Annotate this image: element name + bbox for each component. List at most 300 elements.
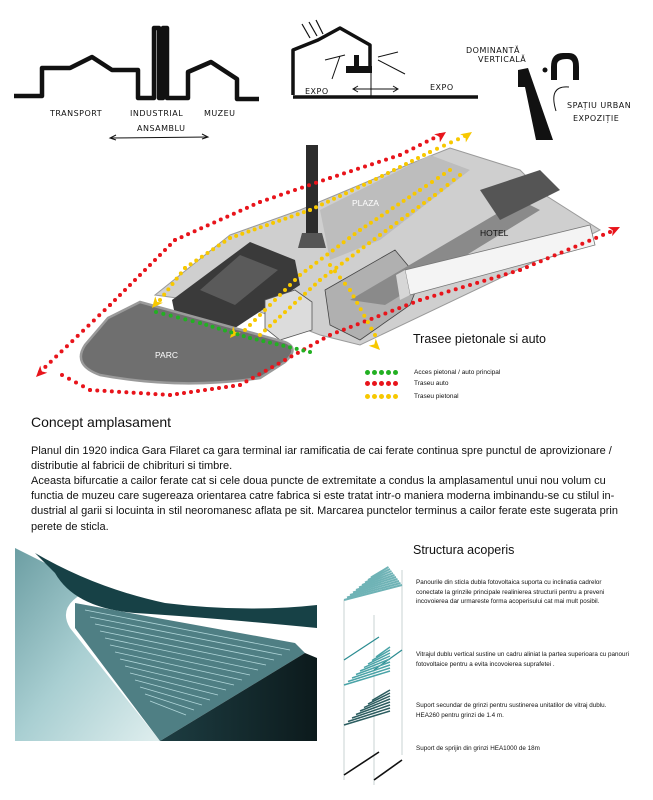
legend-dot [379, 370, 384, 375]
structura-item-4: Suport de sprijin din grinzi HEA1000 de 18m [416, 745, 540, 752]
pedestrian-route-dot [391, 206, 395, 210]
pedestrian-route-dot [298, 296, 302, 300]
pedestrian-route-dot [380, 213, 384, 217]
pedestrian-route-dot [428, 150, 432, 154]
structure-diagram [330, 555, 410, 790]
pedestrian-route-dot [283, 217, 287, 221]
auto-route-arrow-icon [608, 222, 622, 236]
auto-route-dot [257, 372, 261, 376]
pedestrian-route-dot [288, 306, 292, 310]
pedestrian-route-dot [293, 278, 297, 282]
pedestrian-route-dot [263, 328, 267, 332]
sketch-label-ansamblu: ANSAMBLU [137, 124, 186, 133]
auto-route-dot [283, 358, 287, 362]
access-route-dot [275, 342, 279, 346]
pedestrian-route-dot [442, 144, 446, 148]
pedestrian-route-dot [363, 224, 367, 228]
pedestrian-route-dot [352, 294, 356, 298]
pedestrian-route-dot [446, 183, 450, 187]
sketch-label-industrial: INDUSTRIAL [130, 109, 184, 118]
auto-route-dot [219, 218, 223, 222]
pedestrian-route-dot [402, 199, 406, 203]
site-plan [0, 130, 653, 400]
structure-line [372, 690, 390, 701]
auto-route-dot [49, 360, 53, 364]
pedestrian-route-dot [410, 159, 414, 163]
pedestrian-route-dot [303, 269, 307, 273]
pedestrian-route-dot [436, 176, 440, 180]
auto-route-dot [370, 162, 374, 166]
routes-title: Trasee pietonale si auto [413, 332, 546, 346]
auto-route-dot [153, 392, 157, 396]
auto-route-arrow-icon [434, 128, 449, 143]
pedestrian-route-dot [430, 180, 434, 184]
pedestrian-route-dot [258, 333, 262, 337]
auto-route-dot [425, 296, 429, 300]
auto-route-dot [432, 294, 436, 298]
pedestrian-route-dot [298, 273, 302, 277]
pedestrian-route-dot [369, 327, 373, 331]
access-route-dot [288, 345, 292, 349]
pedestrian-route-dot [283, 288, 287, 292]
pedestrian-route-dot [296, 212, 300, 216]
pedestrian-route-dot [345, 258, 349, 262]
auto-route-dot [390, 309, 394, 313]
legend-swatch-green [365, 370, 398, 375]
pedestrian-route-dot [253, 227, 257, 231]
auto-route-dot [587, 239, 591, 243]
access-route-dot [229, 330, 233, 334]
legend-swatch-yellow [365, 394, 398, 399]
auto-route-dot [272, 195, 276, 199]
auto-route-dot [146, 392, 150, 396]
legend-dot [365, 394, 370, 399]
pedestrian-route-dot [320, 202, 324, 206]
legend-dot [386, 381, 391, 386]
auto-route-dot [163, 248, 167, 252]
pedestrian-route-dot [362, 183, 366, 187]
pedestrian-route-dot [418, 188, 422, 192]
pedestrian-route-dot [166, 287, 170, 291]
pedestrian-route-dot [318, 278, 322, 282]
pedestrian-route-dot [268, 324, 272, 328]
pedestrian-route-dot [183, 266, 187, 270]
pedestrian-route-dot [353, 232, 357, 236]
pedestrian-route-dot [385, 210, 389, 214]
auto-route-dot [203, 388, 207, 392]
auto-route-dot [251, 203, 255, 207]
auto-route-dot [168, 243, 172, 247]
pedestrian-route-dot [347, 236, 351, 240]
legend-dot [386, 394, 391, 399]
auto-route-dot [148, 263, 152, 267]
structura-item-2: Vitrajul dublu vertical sustine un cadru aliniat la partea superioara cu panouri fotovoltaice pentru a evita incovoierea suprafetei . [416, 651, 630, 668]
auto-route-dot [113, 298, 117, 302]
pedestrian-route-dot [268, 303, 272, 307]
auto-route-dot [546, 256, 550, 260]
auto-route-dot [182, 391, 186, 395]
auto-route-dot [418, 298, 422, 302]
view-line-left-2 [332, 56, 340, 79]
auto-route-dot [199, 226, 203, 230]
auto-route-dot [65, 344, 69, 348]
auto-route-dot [238, 209, 242, 213]
legend-dot [372, 394, 377, 399]
auto-route-dot [566, 248, 570, 252]
access-route-dot [295, 347, 299, 351]
pedestrian-route-dot [248, 323, 252, 327]
pedestrian-route-dot [340, 262, 344, 266]
auto-route-dot [454, 287, 458, 291]
auto-route-dot [60, 373, 64, 377]
auto-route-dot [363, 165, 367, 169]
auto-route-dot [307, 183, 311, 187]
auto-route-dot [349, 325, 353, 329]
auto-route-dot [511, 270, 515, 274]
auto-route-dot [238, 383, 242, 387]
platform-shape [346, 66, 372, 73]
legend-dot [393, 370, 398, 375]
auto-route-dot [210, 387, 214, 391]
expo-right-label: EXPO [430, 83, 454, 92]
auto-route-dot [206, 223, 210, 227]
structure-line [372, 650, 390, 661]
pedestrian-route-dot [273, 319, 277, 323]
pedestrian-route-dot [265, 223, 269, 227]
pedestrian-route-dot [428, 197, 432, 201]
legend-dot [372, 370, 377, 375]
auto-route-dot [108, 303, 112, 307]
dot-marker [543, 68, 548, 73]
residential-building [265, 290, 312, 340]
access-route-dot [211, 325, 215, 329]
access-route-dot [301, 348, 305, 352]
access-route-dot [191, 319, 195, 323]
legend-dot [379, 394, 384, 399]
skyline-outline [14, 28, 259, 99]
pedestrian-route-dot [288, 283, 292, 287]
pedestrian-route-dot [243, 328, 247, 332]
pedestrian-route-dot [355, 301, 359, 305]
pedestrian-route-dot [240, 232, 244, 236]
pedestrian-route-dot [175, 277, 179, 281]
chimney [306, 145, 318, 233]
access-route-dot [169, 314, 173, 318]
auto-route-dot [482, 279, 486, 283]
auto-route-dot [232, 212, 236, 216]
access-route-dot [242, 334, 246, 338]
pedestrian-route-dot [200, 255, 204, 259]
auto-route-dot [384, 158, 388, 162]
auto-route-dot [60, 349, 64, 353]
auto-route-dot [143, 268, 147, 272]
auto-route-dot [314, 181, 318, 185]
legend-dot [372, 381, 377, 386]
auto-route-dot [504, 272, 508, 276]
pedestrian-route-dot [328, 263, 332, 267]
plaza-label: PLAZA [352, 198, 379, 208]
verticala-label: VERTICALĂ [478, 55, 527, 64]
pedestrian-route-dot [253, 318, 257, 322]
pedestrian-route-dot [293, 301, 297, 305]
pedestrian-route-dot [278, 293, 282, 297]
auto-route-dot [447, 289, 451, 293]
auto-route-dot [264, 369, 268, 373]
auto-route-dot [335, 330, 339, 334]
pedestrian-route-dot [358, 228, 362, 232]
pedestrian-route-dot [259, 225, 263, 229]
pedestrian-route-dot [373, 237, 377, 241]
concept-paragraph-2: Aceasta bifurcatie a cailor ferate cat si cele doua puncte de extremitate a condus la amplasamentul unui nou volum cu functia de muzeu care sugereaza orientarea catre fabrica si este tratat intr-o maniera moderna imbinandu-se cu stilul in-dustrial al garii si locuinta in stil neoromanesc aflata pe sit. Marcarea punctelor terminus a cailor ferate este sugerata prin perete de sticla. [31, 475, 618, 533]
view-line-right-2 [378, 60, 405, 74]
legend-dot [393, 381, 398, 386]
auto-route-dot [328, 176, 332, 180]
pedestrian-route-dot [334, 266, 338, 270]
pedestrian-route-dot [416, 156, 420, 160]
pedestrian-route-dot [314, 261, 318, 265]
sketch-label-transport: TRANSPORT [50, 109, 103, 118]
pedestrian-route-dot [336, 244, 340, 248]
pedestrian-route-dot [332, 197, 336, 201]
auto-route-dot [608, 230, 612, 234]
pedestrian-route-dot [342, 240, 346, 244]
expozitie-label: EXPOZIȚIE [573, 114, 620, 123]
auto-route-dot [103, 389, 107, 393]
pedestrian-route-dot [380, 174, 384, 178]
auto-route-dot [161, 393, 165, 397]
pedestrian-route-dot [189, 262, 193, 266]
auto-route-dot [560, 250, 564, 254]
auto-route-dot [539, 259, 543, 263]
auto-route-dot [397, 306, 401, 310]
auto-route-dot [123, 288, 127, 292]
access-route-dot [161, 312, 165, 316]
pedestrian-route-dot [367, 241, 371, 245]
auto-route-dot [383, 311, 387, 315]
pedestrian-route-dot [456, 137, 460, 141]
pedestrian-route-dot [351, 253, 355, 257]
auto-route-dot [356, 322, 360, 326]
concept-title: Concept amplasament [31, 414, 172, 430]
sketch-label-muzeu: MUZEU [204, 109, 236, 118]
auto-route-dot [321, 178, 325, 182]
auto-route-dot [286, 190, 290, 194]
legend-dot [365, 370, 370, 375]
pedestrian-route-dot [338, 194, 342, 198]
legend-row-pietonal [365, 393, 459, 400]
roof-render-image [15, 548, 317, 753]
auto-route-dot [186, 232, 190, 236]
pedestrian-route-dot [413, 192, 417, 196]
auto-route-dot [293, 188, 297, 192]
auto-route-dot [391, 155, 395, 159]
access-route-dot [248, 336, 252, 340]
access-route-dot [261, 339, 265, 343]
pedestrian-route-dot [194, 259, 198, 263]
pedestrian-route-dot [313, 283, 317, 287]
pedestrian-route-dot [273, 298, 277, 302]
structura-item-1: Panourile din sticla dubla fotovoltaica suporta cu inclinatia cadrelor conectate la grinzile principale realinierea structurii pentru a preveni incovoierea dar urmareste forma acoperisului cat mai mult posibil. [416, 579, 605, 605]
pedestrian-route-dot [228, 236, 232, 240]
pedestrian-route-dot [283, 310, 287, 314]
auto-route-dot [258, 200, 262, 204]
access-route-dot [223, 329, 227, 333]
structure-line [374, 760, 402, 780]
pedestrian-route-dot [404, 162, 408, 166]
auto-route-dot [196, 389, 200, 393]
legend-dot [379, 381, 384, 386]
auto-route-dot [110, 389, 114, 393]
pedestrian-route-dot [433, 193, 437, 197]
auto-route-dot [425, 140, 429, 144]
auto-route-dot [377, 160, 381, 164]
auto-route-dot [265, 198, 269, 202]
auto-route-dot [342, 328, 346, 332]
auto-route-dot [461, 285, 465, 289]
auto-route-dot [244, 379, 248, 383]
pedestrian-route-dot [333, 269, 337, 273]
pedestrian-route-dot [422, 201, 426, 205]
auto-route-dot [224, 385, 228, 389]
auto-route-dot [245, 206, 249, 210]
pedestrian-route-dot [217, 244, 221, 248]
auto-route-dot [70, 339, 74, 343]
auto-route-dot [300, 186, 304, 190]
auto-route-dot [43, 365, 47, 369]
chimney-base [298, 233, 326, 248]
pedestrian-route-dot [396, 203, 400, 207]
dominanta-sketch [443, 25, 653, 140]
pedestrian-route-dot [384, 229, 388, 233]
auto-route-dot [193, 229, 197, 233]
auto-route-dot [418, 143, 422, 147]
legend-row-auto [365, 380, 448, 387]
pedestrian-route-dot [211, 247, 215, 251]
auto-route-dot [133, 278, 137, 282]
auto-route-dot [139, 391, 143, 395]
pedestrian-route-dot [422, 153, 426, 157]
pedestrian-route-dot [356, 186, 360, 190]
auto-route-dot [518, 268, 522, 272]
auto-route-dot [475, 281, 479, 285]
auto-route-dot [279, 193, 283, 197]
pedestrian-route-dot [359, 307, 363, 311]
auto-route-dot [553, 253, 557, 257]
auto-route-dot [153, 258, 157, 262]
auto-route-dot [431, 136, 435, 140]
pedestrian-route-dot [303, 292, 307, 296]
legend-row-acces [365, 369, 500, 376]
legend-dot [365, 381, 370, 386]
pedestrian-route-dot [271, 221, 275, 225]
pedestrian-route-dot [452, 178, 456, 182]
hotel-label: HOTEL [480, 228, 509, 238]
auto-route-dot [411, 146, 415, 150]
pedestrian-route-dot [308, 287, 312, 291]
access-route-dot [183, 317, 187, 321]
expo-left-label: EXPO [305, 87, 329, 96]
pedestrian-route-dot [395, 221, 399, 225]
structura-title: Structura acoperis [413, 543, 515, 557]
auto-route-dot [525, 265, 529, 269]
access-route-dot [217, 327, 221, 331]
pedestrian-route-dot [325, 253, 329, 257]
auto-route-dot [594, 236, 598, 240]
auto-route-dot [580, 242, 584, 246]
auto-route-dot [411, 301, 415, 305]
structura-item-3: Suport secundar de grinzi pentru sustinerea unitatilor de vitraj dublu. HEA260 pentru grinzi de 1.4 m. [416, 702, 607, 719]
auto-route-dot [175, 392, 179, 396]
auto-route-dot [601, 233, 605, 237]
arch-shape [551, 53, 579, 80]
auto-route-dot [277, 362, 281, 366]
auto-route-dot [189, 390, 193, 394]
pedestrian-route-dot [368, 180, 372, 184]
pedestrian-route-arrow-icon [460, 128, 475, 143]
pedestrian-route-dot [389, 225, 393, 229]
pedestrian-route-dot [222, 240, 226, 244]
figure-shape [354, 55, 359, 67]
dominanta-label: DOMINANTĂ [466, 46, 521, 55]
pedestrian-route-dot [246, 230, 250, 234]
auto-route-dot [404, 303, 408, 307]
auto-route-dot [335, 174, 339, 178]
pedestrian-route-dot [362, 245, 366, 249]
pedestrian-route-dot [308, 208, 312, 212]
pedestrian-route-dot [309, 265, 313, 269]
auto-route-dot [328, 333, 332, 337]
pedestrian-route-dot [439, 188, 443, 192]
auto-route-dot [158, 253, 162, 257]
access-route-dot [198, 321, 202, 325]
auto-route-dot [88, 388, 92, 392]
pedestrian-route-dot [277, 219, 281, 223]
access-route-dot [255, 338, 259, 342]
auto-route-dot [376, 314, 380, 318]
access-route-dot [308, 350, 312, 354]
pedestrian-route-dot [338, 276, 342, 280]
pedestrian-route-dot [329, 270, 333, 274]
pedestrian-route-dot [435, 147, 439, 151]
pedestrian-route-dot [374, 217, 378, 221]
pedestrian-route-dot [158, 298, 162, 302]
auto-route-dot [468, 283, 472, 287]
pedestrian-route-dot [234, 234, 238, 238]
pedestrian-route-dot [366, 320, 370, 324]
auto-route-dot [128, 283, 132, 287]
auto-route-dot [270, 365, 274, 369]
auto-route-dot [296, 351, 300, 355]
auto-route-dot [74, 381, 78, 385]
auto-route-dot [95, 388, 99, 392]
access-route-dot [236, 332, 240, 336]
pedestrian-route-dot [449, 140, 453, 144]
pedestrian-route-dot [411, 209, 415, 213]
auto-route-dot [251, 376, 255, 380]
auto-route-dot [138, 273, 142, 277]
pedestrian-route-dot [398, 165, 402, 169]
auto-route-dot [532, 262, 536, 266]
access-route-dot [204, 323, 208, 327]
auto-route-dot [92, 318, 96, 322]
auto-route-dot [103, 308, 107, 312]
access-route-dot [154, 310, 158, 314]
auto-route-dot [225, 215, 229, 219]
pedestrian-route-dot [326, 200, 330, 204]
pedestrian-route-dot [206, 251, 210, 255]
pedestrian-route-dot [162, 293, 166, 297]
auto-route-dot [322, 337, 326, 341]
